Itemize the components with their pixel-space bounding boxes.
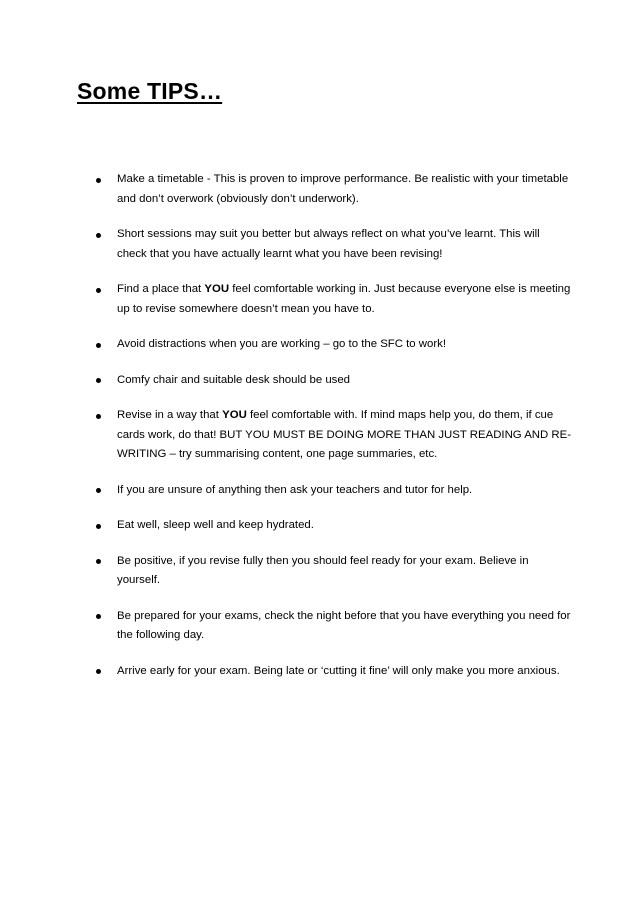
bullet-icon (96, 178, 101, 183)
tip-text: Avoid distractions when you are working – go to the SFC to work! (117, 338, 447, 350)
tip-text-continued: feel comfortable with. If mind maps help you, do them, if cue cards work, do that! BUT YOU MUST BE DOING MORE THAN JUST READING AND RE-WRITING – try summarising content, one page summaries, etc. (117, 409, 572, 460)
bullet-icon (96, 614, 101, 619)
bullet-icon (96, 233, 101, 238)
bullet-icon (96, 559, 101, 564)
tip-text: Short sessions may suit you better but always reflect on what you’ve learnt. This will check that you have actually learnt what you have been revising! (117, 228, 540, 260)
tip-item (94, 481, 572, 501)
tip-text: Be positive, if you revise fully then you should feel ready for your exam. Believe in yourself. (117, 554, 529, 586)
bullet-icon (96, 669, 101, 674)
tip-text-continued: feel comfortable working in. Just because everyone else is meeting up to revise somewhere doesn’t mean you have to. (117, 283, 571, 315)
bullet-icon (96, 343, 101, 348)
tip-item (94, 516, 572, 536)
tip-text: Arrive early for your exam. Being late or ‘cutting it fine’ will only make you more anxious. (117, 664, 560, 677)
tip-item (94, 225, 572, 264)
tip-text: Be prepared for your exams, check the night before that you have everything you need for the following day. (117, 609, 571, 641)
bullet-icon (96, 524, 101, 529)
tip-emphasis: YOU (204, 283, 230, 295)
tip-item (94, 335, 572, 355)
tip-item (94, 552, 572, 591)
tip-emphasis: YOU (222, 409, 247, 421)
tip-text: Make a timetable - This is proven to improve performance. Be realistic with your timetable and don’t overwork (obviously don’t underwork). (117, 173, 569, 205)
tip-item (94, 280, 572, 319)
tip-item (94, 607, 572, 646)
bullet-icon (96, 288, 101, 293)
bullet-icon (96, 414, 101, 419)
bullet-icon (96, 378, 101, 383)
tip-item (94, 371, 572, 391)
tip-text: Revise in a way that (117, 409, 223, 421)
tip-item (94, 170, 572, 209)
tip-text: Find a place that (117, 283, 205, 295)
bullet-icon (96, 488, 101, 493)
tip-text: If you are unsure of anything then ask your teachers and tutor for help. (117, 483, 473, 496)
tip-item (94, 406, 572, 465)
tip-item (94, 662, 572, 682)
page-title: Some TIPS… (77, 78, 223, 104)
tip-text: Eat well, sleep well and keep hydrated. (117, 519, 314, 531)
tips-list (94, 170, 572, 697)
tip-text: Comfy chair and suitable desk should be used (117, 373, 351, 386)
